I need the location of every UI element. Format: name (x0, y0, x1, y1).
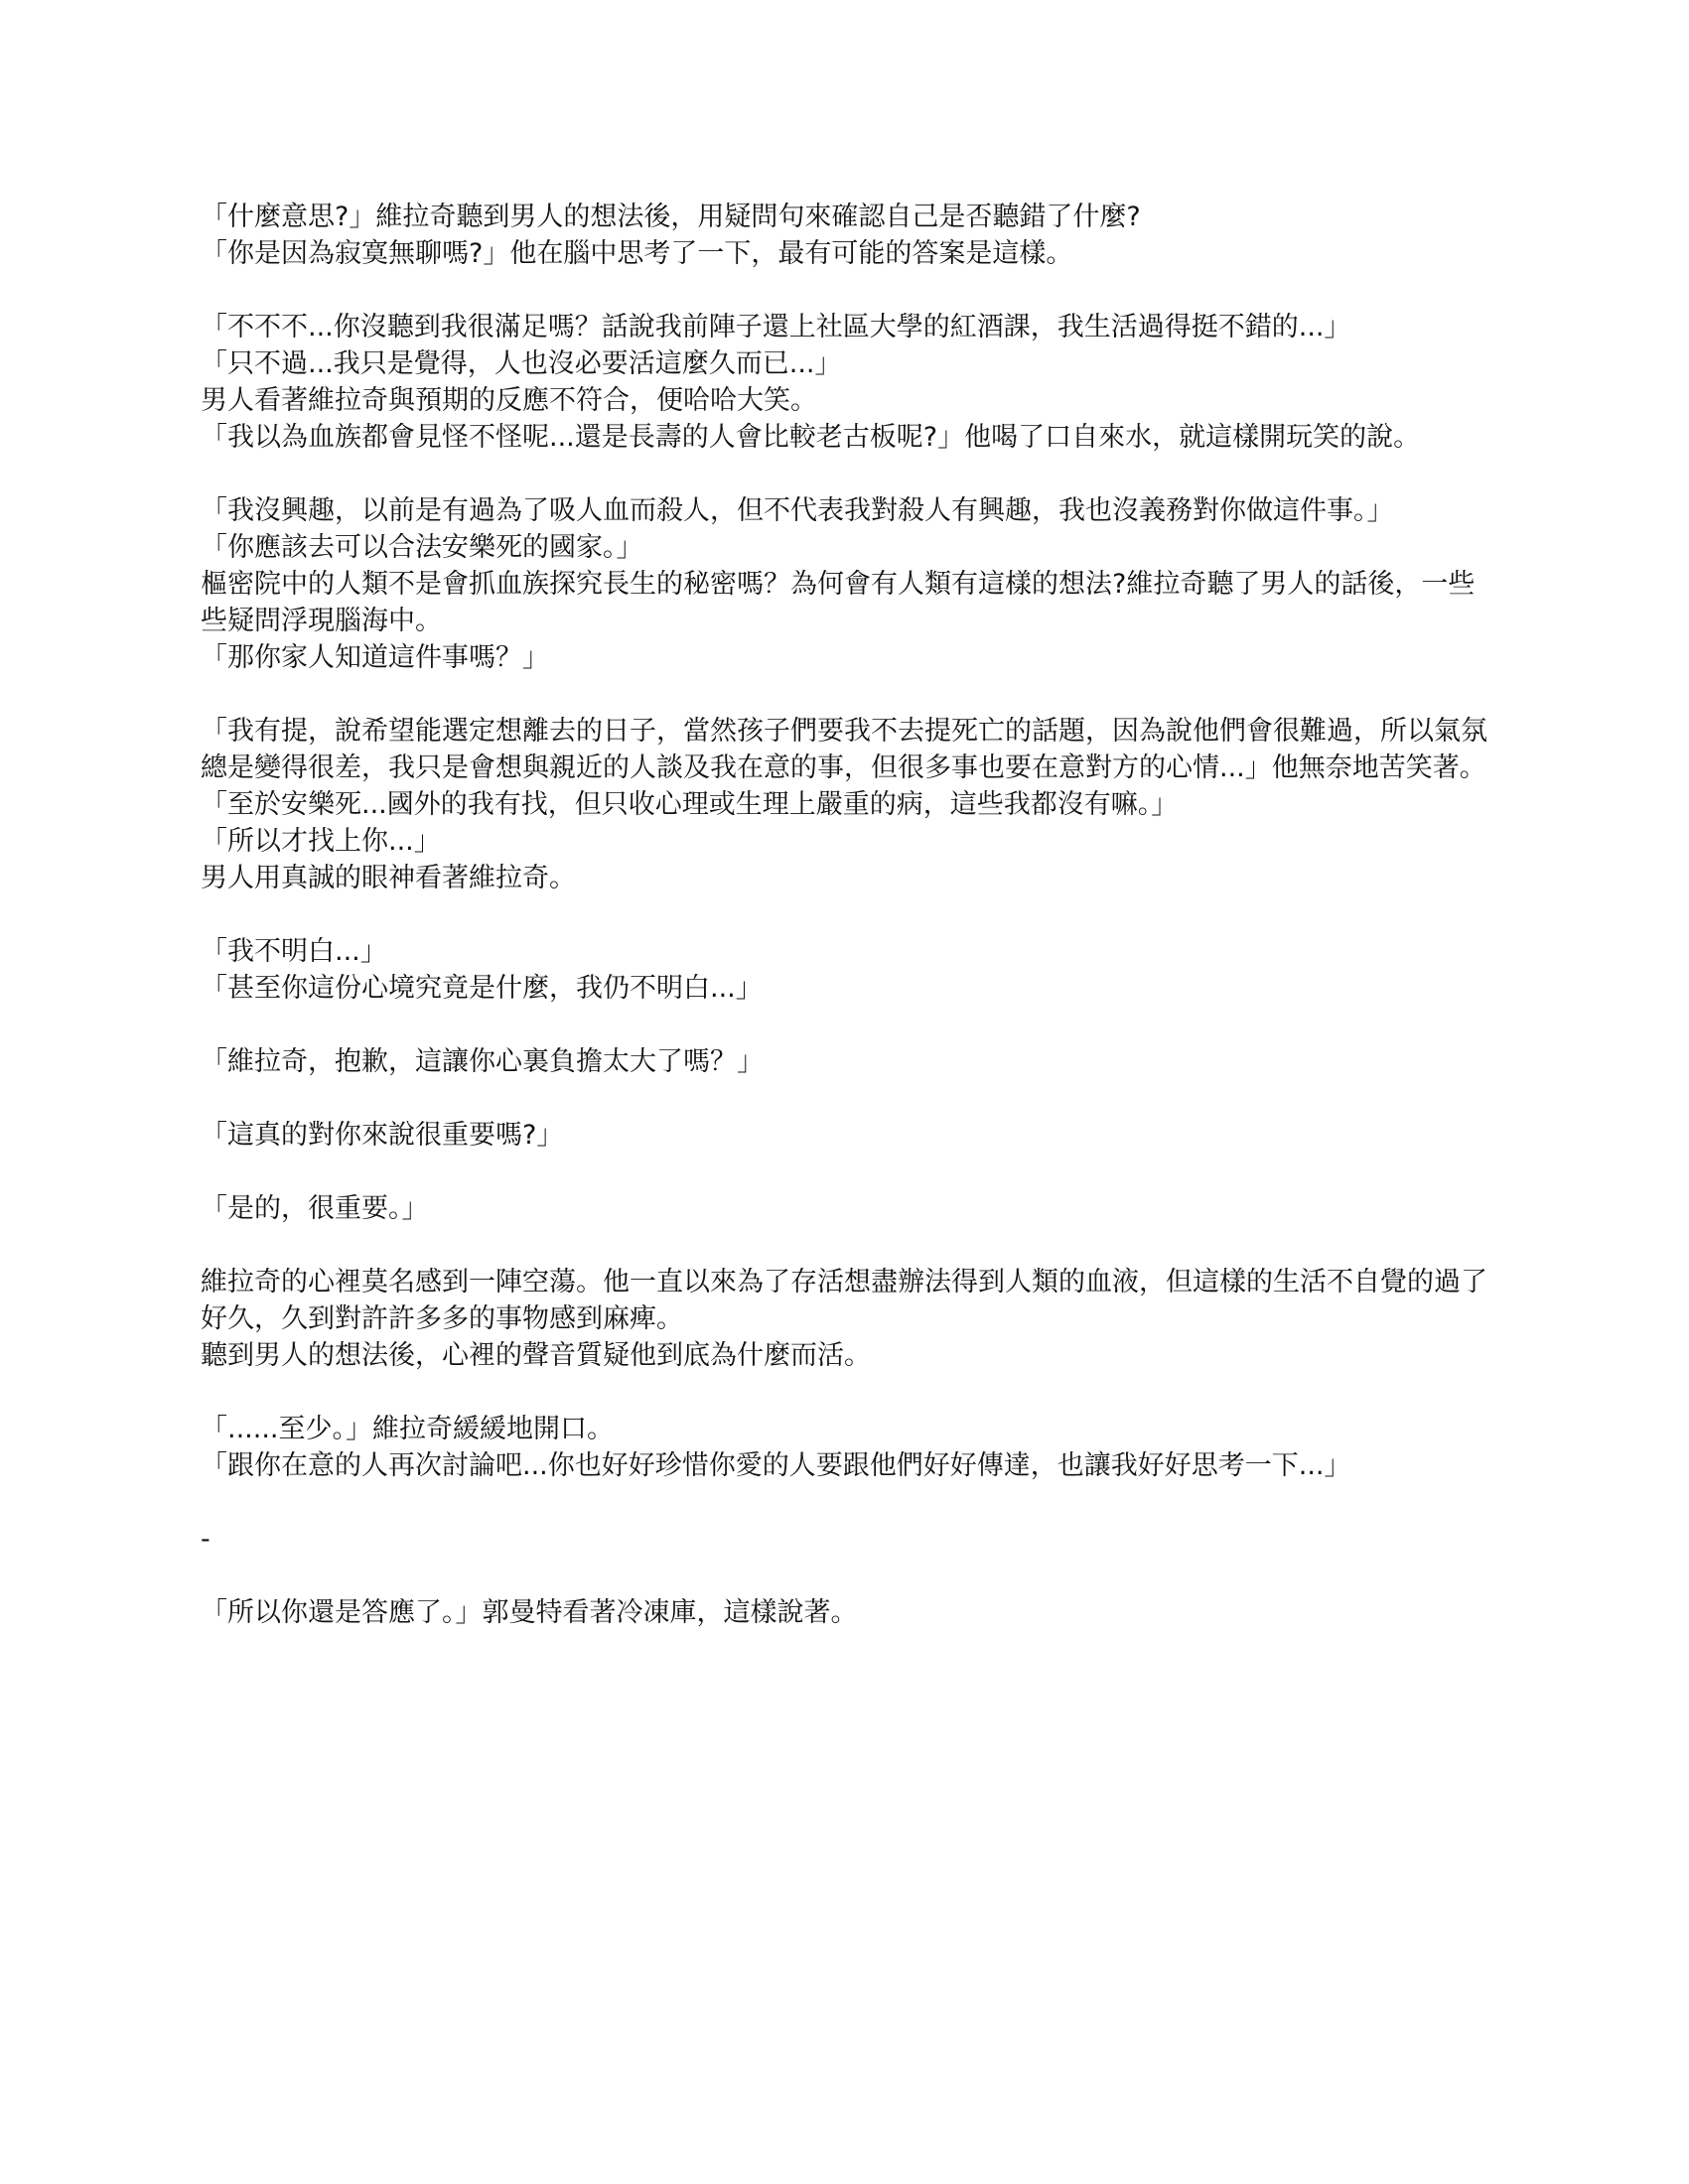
scene-break: - (201, 1524, 211, 1555)
paragraph-line: 「不不不...你沒聽到我很滿足嗎？話說我前陣子還上社區大學的紅酒課，我生活過得挺不錯的...」 (201, 312, 1351, 342)
blank-line (201, 1558, 1491, 1594)
paragraph-line: 「我以為血族都會見怪不怪呢...還是長壽的人會比較老古板呢?」他喝了口自來水，就這樣開玩笑的說。 (201, 422, 1421, 453)
paragraph-line: 維拉奇的心裡莫名感到一陣空蕩。他一直以來為了存活想盡辦法得到人類的血液，但這樣的生活不自覺的過了好久，久到對許許多多的事物感到麻痺。 (201, 1267, 1487, 1334)
blank-line (201, 1484, 1491, 1521)
paragraph-line: 聽到男人的想法後，心裡的聲音質疑他到底為什麼而活。 (201, 1340, 871, 1371)
paragraph-line: 「我有提，說希望能選定想離去的日子，當然孩子們要我不去提死亡的話題，因為說他們會很難過，所以氣氛總是變得很差，我只是會想與親近的人談及我在意的事，但很多事也要在意對方的心情...」他無奈地苦笑著。 (201, 716, 1487, 783)
blank-line (201, 456, 1491, 492)
paragraph-line: 「所以才找上你...」 (201, 826, 441, 857)
blank-line (201, 1080, 1491, 1117)
paragraph-line: 「我沒興趣，以前是有過為了吸人血而殺人，但不代表我對殺人有興趣，我也沒義務對你做這件事。」 (201, 495, 1394, 526)
paragraph-line: 「至於安樂死...國外的我有找，但只收心理或生理上嚴重的病，這些我都沒有嘛。」 (201, 789, 1179, 820)
paragraph-line: 「什麼意思?」維拉奇聽到男人的想法後，用疑問句來確認自己是否聽錯了什麼? (201, 202, 1141, 232)
paragraph-line: 「只不過...我只是覺得，人也沒必要活這麼久而已...」 (201, 348, 842, 379)
paragraph-line: 「甚至你這份心境究竟是什麼，我仍不明白...」 (201, 973, 763, 1004)
paragraph-line: 「維拉奇，抱歉，這讓你心裏負擔太大了嗎？」 (201, 1046, 764, 1077)
blank-line (201, 1227, 1491, 1264)
paragraph-line: 樞密院中的人類不是會抓血族探究長生的秘密嗎？為何會有人類有這樣的想法?維拉奇聽了男人的話後，一些些疑問浮現腦海中。 (201, 569, 1476, 636)
blank-line (201, 1154, 1491, 1190)
paragraph-line: 「所以你還是答應了。」郭曼特看著冷凍庫，這樣說著。 (201, 1597, 858, 1628)
paragraph-line: 男人用真誠的眼神看著維拉奇。 (201, 863, 576, 893)
paragraph-line: 「那你家人知道這件事嗎？」 (201, 642, 549, 673)
paragraph-line: 「是的，很重要。」 (201, 1193, 429, 1224)
document-page (201, 199, 1491, 1631)
blank-line (201, 676, 1491, 713)
paragraph-line: 男人看著維拉奇與預期的反應不符合，便哈哈大笑。 (201, 385, 817, 416)
paragraph-line: 「我不明白...」 (201, 936, 387, 967)
paragraph-line: 「這真的對你來說很重要嗎?」 (201, 1120, 564, 1151)
blank-line (201, 1374, 1491, 1411)
paragraph-line: 「跟你在意的人再次討論吧...你也好好珍惜你愛的人要跟他們好好傳達，也讓我好好思考一下...」 (201, 1450, 1351, 1481)
blank-line (201, 1007, 1491, 1043)
paragraph-line: 「你應該去可以合法安樂死的國家。」 (201, 532, 643, 563)
blank-line (201, 272, 1491, 309)
blank-line (201, 896, 1491, 933)
paragraph-line: 「你是因為寂寞無聊嗎?」他在腦中思考了一下，最有可能的答案是這樣。 (201, 238, 1073, 269)
paragraph-line: 「......至少。」維拉奇緩緩地開口。 (201, 1414, 614, 1444)
